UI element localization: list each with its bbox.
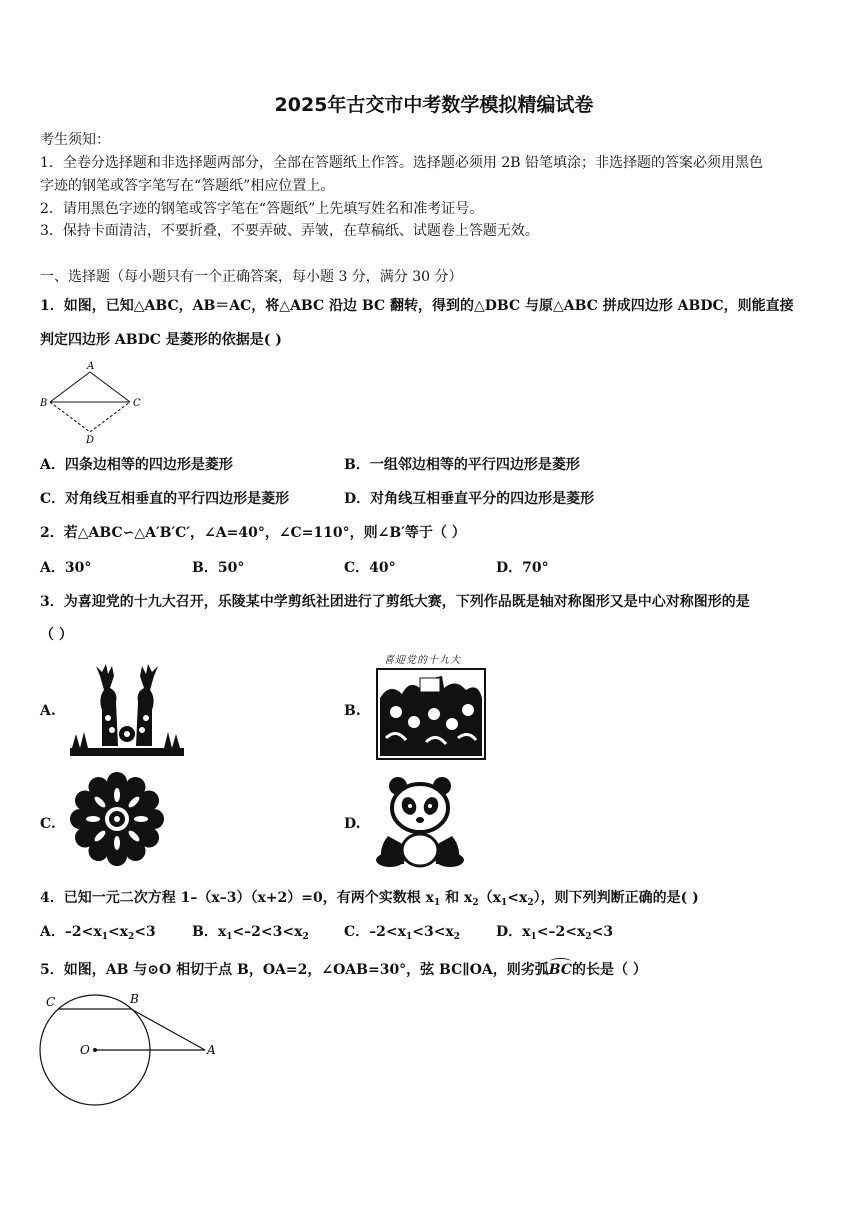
q1-stem-line2: 判定四边形 ABDC 是菱形的依据是( ) [40,332,282,348]
q3-panda-papercut-image [374,774,466,868]
q1-line-ac [90,372,130,402]
q3-flower-papercut-image [68,770,166,868]
deer-left [96,664,118,746]
q3-stem-line2: （ ） [40,627,73,643]
q5-tangent-ab [131,1009,205,1050]
section-heading: 一、选择题（每小题只有一个正确答案，每小题 3 分，满分 30 分） [40,269,463,285]
q1-label-b: B [40,398,48,409]
crowd-face [390,706,402,718]
panda-eye-left [408,804,412,808]
q2-stem: 2．若△ABC∽△A′B′C′，∠A=40°，∠C=110°，则∠B′等于（ ） [40,525,466,541]
q4-stem: 4．已知一元二次方程 1–（x–3）（x+2）=0，有两个实数根 $x_1$ 和 $x_2(x_1<x_2)$，则下列判断正确的是( ) [40,890,699,908]
deer-spot [109,727,115,733]
q5-stem: 5．如图，AB 与⊙O 相切于点 B，OA=2，∠OAB=30°，弦 BC∥OA，则劣弧BC的长是（ ） [40,962,647,978]
q1-stem-line1: 1．如图，已知△ABC，AB＝AC，将△ABC 沿边 BC 翻转，得到的△DBC 与原△ABC 拼成四边形 ABDC，则能直接 [40,298,794,314]
panda-foot-left [376,853,404,867]
q1-option-a: A．四条边相等的四边形是菱形 [40,457,233,473]
page-title: 2025年古交市中考数学模拟精编试卷 [274,94,594,116]
q4-option-a: A．$-2<x_1<x_2<3$ [40,924,156,942]
panda-head [392,784,448,832]
q5-circle-tangent-figure [38,990,220,1108]
crowd-face [408,716,420,728]
panda-nose [416,817,424,823]
flower-dot [114,816,120,822]
q1-line-bd [50,402,90,432]
q1-option-c: C．对角线互相垂直的平行四边形是菱形 [40,491,290,507]
crowd-face [462,704,474,716]
q1-label-a: A [87,361,95,372]
notice-item-2: 2．请用黑色字迹的钢笔或答字笔在“答题纸”上先填写姓名和准考证号。 [40,201,484,217]
q3-deer-papercut-image [68,660,186,758]
q2-option-b: B．50° [192,560,245,576]
deer-spot [105,715,111,721]
q3-stem-line1: 3．为喜迎党的十九大召开，乐陵某中学剪纸社团进行了剪纸大赛，下列作品既是轴对称图形又是中心对称图形的是 [40,594,750,610]
q4-option-d: D．$x_1<-2<x_2<3$ [496,924,614,942]
panda-eye-right [428,804,432,808]
notice-item-3: 3．保持卡面清洁，不要折叠，不要弄破、弄皱，在草稿纸、试题卷上答题无效。 [40,223,539,239]
q2-option-c: C．40° [344,560,396,576]
q3-option-a-label: A. [40,703,56,719]
q1-line-ba [50,372,90,402]
panda-foot-right [436,853,464,867]
q3-option-b-caption: 喜迎党的十九大 [384,655,461,666]
crowd-face [428,708,440,720]
q3-option-d-label: D. [344,816,361,832]
q5-label-o: O [80,1043,90,1057]
q1-option-d: D．对角线互相垂直平分的四边形是菱形 [344,491,595,507]
q3-option-c-label: C. [40,816,56,832]
q4-option-b: B．$x_1<-2<3<x_2$ [192,924,309,942]
q3-option-b-label: B. [344,703,361,719]
q1-label-d: D [86,435,95,444]
panda-belly [402,834,438,866]
deer-spot [139,727,145,733]
notice-heading: 考生须知： [40,132,110,148]
arc-bc-symbol: BC [548,962,573,978]
q2-option-d: D．70° [496,560,549,576]
q3-crowd-papercut-image [376,668,486,760]
crowd-face [446,718,458,730]
notice-item-1: 1．全卷分选择题和非选择题两部分，全部在答题纸上作答。选择题必须用 2B 铅笔填涂；非选择题的答案必须用黑色 [40,155,763,171]
q2-option-a: A．30° [40,560,92,576]
deer-ground [70,748,184,756]
deer-flower-center [124,731,130,737]
q1-rhombus-figure [38,358,148,444]
deer-right [136,664,158,746]
q1-label-c: C [133,398,141,409]
q1-option-b: B．一组邻边相等的平行四边形是菱形 [344,457,580,473]
q5-label-c: C [46,995,56,1009]
q5-label-b: B [130,992,139,1006]
q5-label-a: A [207,1043,216,1057]
q1-line-dc [90,402,130,432]
notice-item-1-cont: 字迹的钢笔或答字笔写在“答题纸”相应位置上。 [40,178,335,194]
deer-spot [143,715,149,721]
crowd-flag [420,678,440,692]
q5-center-dot [93,1048,97,1052]
q4-option-c: C．$-2<x_1<3<x_2$ [344,924,461,942]
